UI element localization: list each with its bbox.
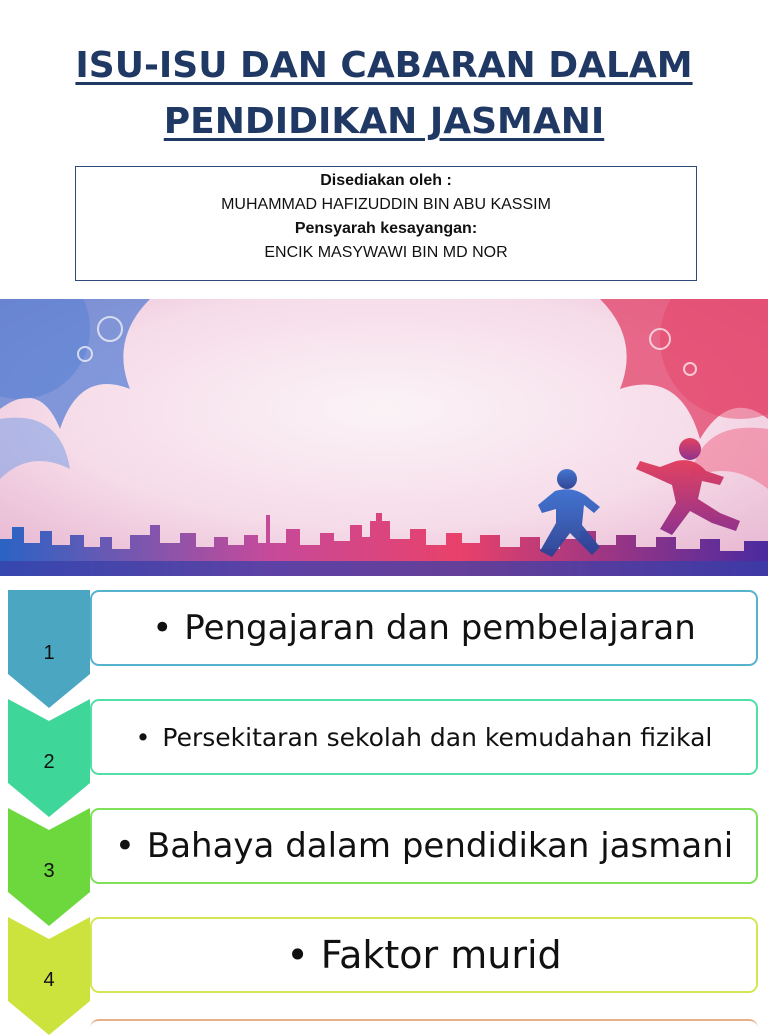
topic-text: • Faktor murid: [286, 933, 561, 977]
topic-box: [90, 699, 758, 775]
topic-row-1: [0, 590, 768, 698]
title-line-2: PENDIDIKAN JASMANI: [163, 101, 605, 142]
lecturer-label: Pensyarah kesayangan:: [294, 220, 478, 237]
lecturer-name: ENCIK MASYWAWI BIN MD NOR: [264, 244, 508, 261]
topic-box: [90, 590, 758, 666]
credits-box: [75, 166, 697, 281]
topic-text: • Persekitaran sekolah dan kemudahan fizikal: [136, 723, 713, 752]
topic-number: 1: [43, 642, 55, 664]
banner-image: [0, 299, 768, 576]
prepared-by-label: Disediakan oleh :: [320, 172, 452, 189]
topic-box: [90, 917, 758, 993]
topic-box: [90, 808, 758, 884]
title-line-1: ISU-ISU DAN CABARAN DALAM: [75, 45, 693, 86]
topic-number: 2: [43, 751, 55, 773]
topic-row-2: [0, 699, 768, 807]
topic-text: • Bahaya dalam pendidikan jasmani: [115, 826, 733, 866]
topic-number: 3: [43, 860, 55, 882]
next-topic-box-edge: [90, 1019, 758, 1029]
page-title: [0, 38, 768, 150]
topic-row-3: [0, 808, 768, 916]
topic-text: • Pengajaran dan pembelajaran: [152, 608, 696, 648]
topic-row-4: [0, 917, 768, 1025]
topic-number: 4: [43, 969, 55, 991]
prepared-by-name: MUHAMMAD HAFIZUDDIN BIN ABU KASSIM: [221, 196, 551, 213]
